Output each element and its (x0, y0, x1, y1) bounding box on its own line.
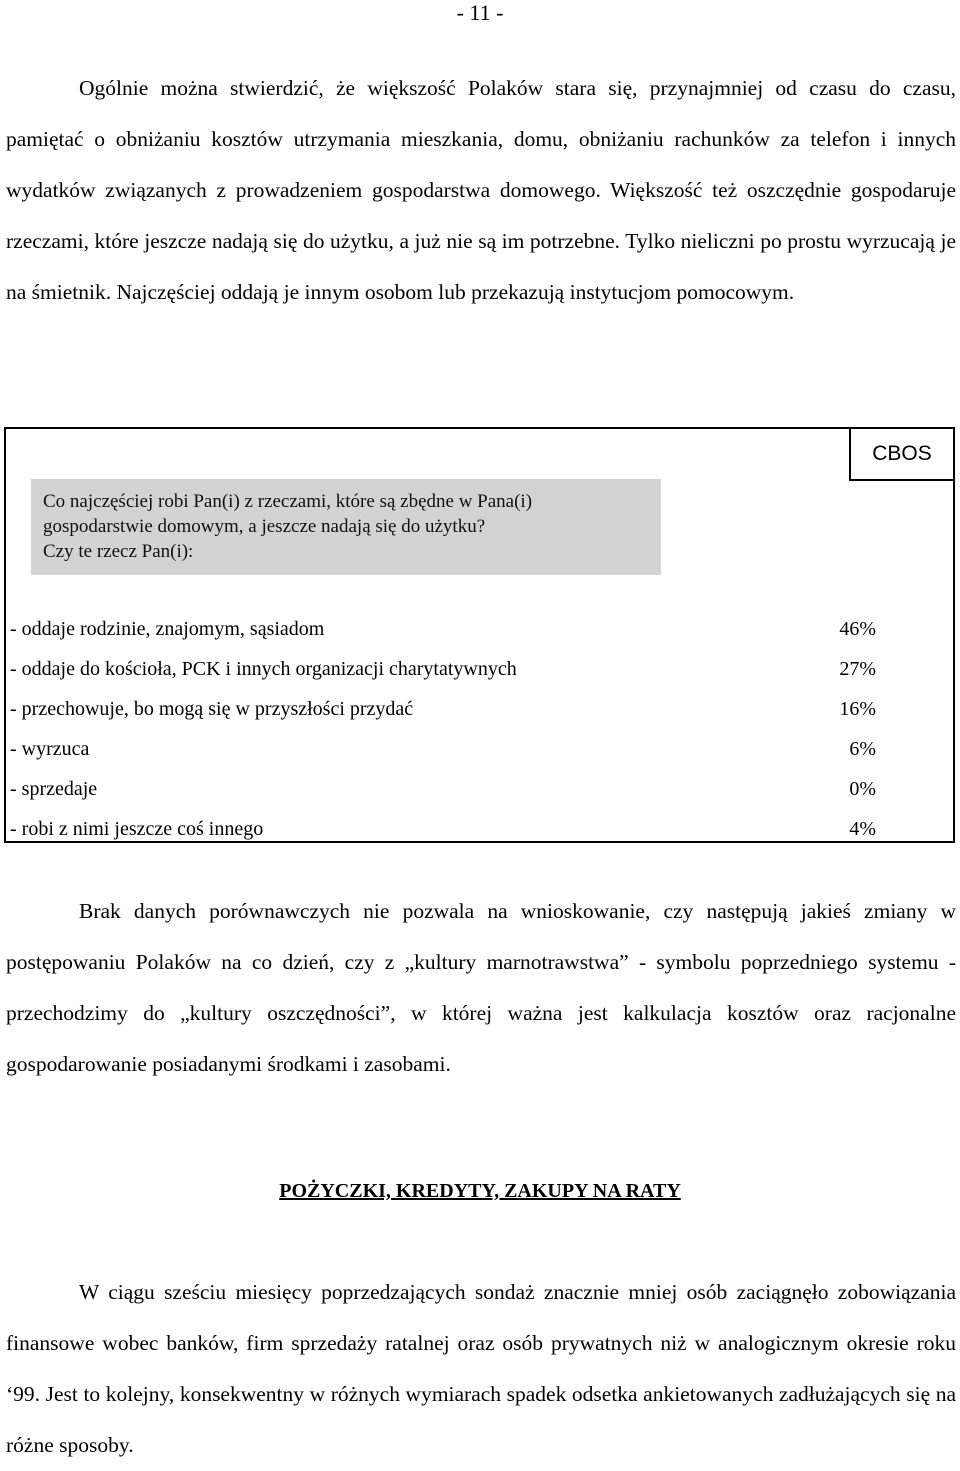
survey-answer-row (10, 729, 876, 769)
answer-percentage: 6% (849, 738, 876, 760)
answer-percentage: 27% (839, 658, 876, 680)
section-heading: POŻYCZKI, KREDYTY, ZAKUPY NA RATY (279, 1180, 681, 1202)
answer-label: - robi z nimi jeszcze coś innego (10, 818, 264, 840)
survey-source-label: CBOS (849, 427, 955, 481)
survey-question-line: gospodarstwie domowym, a jeszcze nadają się do użytku? (43, 516, 486, 537)
loans-paragraph (6, 1267, 956, 1471)
answer-label: - przechowuje, bo mogą się w przyszłości przydać (10, 698, 414, 720)
page-number: - 11 - (456, 0, 504, 25)
answer-label: - sprzedaje (10, 778, 98, 800)
analysis-paragraph-text: Brak danych porównawczych nie pozwala na wnioskowanie, czy następują jakieś zmiany w postępowaniu Polaków na co dzień, czy z „kultury marnotrawstwa” - symbolu poprzedniego systemu - przechodzimy do „kultury oszczędności”, w której ważna jest kalkulacja kosztów oraz racjonalne gospodarowanie posiadanymi środkami i zasobami. (6, 899, 956, 1076)
intro-paragraph-text: Ogólnie można stwierdzić, że większość Polaków stara się, przynajmniej od czasu do czasu, pamiętać o obniżaniu kosztów utrzymania mieszkania, domu, obniżaniu rachunków za telefon i innych wydatków związanych z prowadzeniem gospodarstwa domowego. Większość też oszczędnie gospodaruje rzeczami, które jeszcze nadają się do użytku, a już nie są im potrzebne. Tylko nieliczni po prostu wyrzucają je na śmietnik. Najczęściej oddają je innym osobom lub przekazują instytucjom pomocowym. (6, 76, 956, 304)
answer-percentage: 4% (849, 818, 876, 840)
survey-question (31, 479, 661, 575)
survey-answers-list (10, 609, 876, 849)
survey-question-line: Co najczęściej robi Pan(i) z rzeczami, które są zbędne w Pana(i) (43, 491, 533, 512)
analysis-paragraph (6, 886, 956, 1090)
answer-percentage: 16% (839, 698, 876, 720)
intro-paragraph (6, 63, 956, 318)
survey-answer-row (10, 609, 876, 649)
survey-results-box (4, 427, 955, 843)
survey-question-line: Czy te rzecz Pan(i): (43, 541, 194, 562)
survey-answer-row (10, 689, 876, 729)
survey-answer-row (10, 649, 876, 689)
loans-paragraph-text: W ciągu sześciu miesięcy poprzedzających sondaż znacznie mniej osób zaciągnęło zobowiązania finansowe wobec banków, firm sprzedaży ratalnej oraz osób prywatnych niż w analogicznym okresie roku ‘99. Jest to kolejny, konsekwentny w różnych wymiarach spadek odsetka ankietowanych zadłużających się na różne sposoby. (6, 1280, 956, 1457)
answer-label: - oddaje do kościoła, PCK i innych organizacji charytatywnych (10, 658, 517, 680)
answer-label: - wyrzuca (10, 738, 90, 760)
survey-answer-row (10, 809, 876, 849)
answer-label: - oddaje rodzinie, znajomym, sąsiadom (10, 618, 325, 640)
answer-percentage: 0% (849, 778, 876, 800)
answer-percentage: 46% (839, 618, 876, 640)
survey-answer-row (10, 769, 876, 809)
